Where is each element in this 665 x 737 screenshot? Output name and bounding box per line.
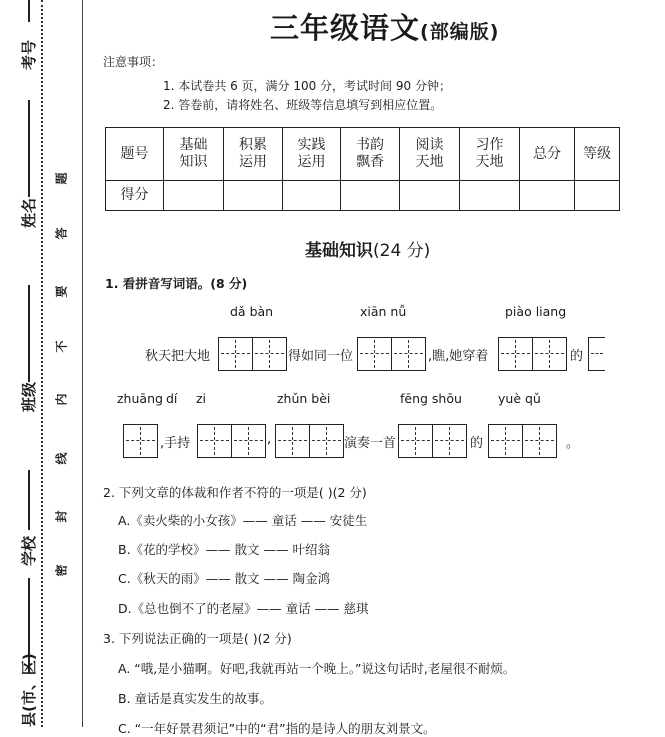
score-table-header <box>106 128 620 181</box>
option-a: A. “哦,是小猫啊。好吧,我就再站一个晚上。”说这句话时,老屋很不耐烦。 <box>118 661 516 676</box>
header-text: 积累运用 <box>239 137 267 170</box>
question-3-stem: 3. 下列说法正确的一项是( )(2 分) <box>103 631 292 646</box>
sentence-text: ,手持 <box>160 436 191 451</box>
header-text: 习作天地 <box>475 137 504 170</box>
tianzige-answer-box[interactable] <box>398 424 467 458</box>
sentence-text: 得如同一位 <box>288 349 354 364</box>
pinyin: zhǔn bèi <box>277 391 331 406</box>
header-text: 等级 <box>583 145 611 162</box>
pinyin: yuè qǔ <box>498 391 541 406</box>
header-text: 基础知识 <box>179 137 208 170</box>
tianzige-answer-box[interactable] <box>588 337 605 371</box>
sentence-text: 演奏一首 <box>344 436 397 451</box>
header-text: 实践运用 <box>297 137 326 170</box>
seal-dotted-line <box>41 0 43 727</box>
name-label: 姓名 <box>20 197 38 228</box>
tianzige-answer-box[interactable] <box>357 337 426 371</box>
question-1-stem: 1. 看拼音写词语。(8 分) <box>105 276 248 291</box>
seal-char: 内 <box>54 393 69 406</box>
sentence-text: 秋天把大地 <box>145 349 211 364</box>
school-label: 学校 <box>20 535 38 566</box>
score-cell[interactable] <box>575 181 620 211</box>
score-table <box>105 127 650 211</box>
sentence-text: 的 <box>470 436 484 451</box>
score-table-row <box>106 181 620 211</box>
sentence-text: ,瞧,她穿着 <box>428 349 489 364</box>
option-c: C.《秋天的雨》—— 散文 —— 陶金鸿 <box>118 571 331 586</box>
name-field[interactable] <box>28 285 30 382</box>
option-b: B.《花的学校》—— 散文 —— 叶绍翁 <box>118 542 330 557</box>
tianzige-answer-box[interactable] <box>498 337 567 371</box>
exam-number-field[interactable] <box>28 100 30 197</box>
header-text: 总分 <box>533 145 561 162</box>
header-text: 题号 <box>120 145 149 162</box>
option-a: A.《卖火柴的小女孩》—— 童话 —— 安徒生 <box>118 513 368 528</box>
field-line <box>28 0 30 22</box>
header-text: 阅读天地 <box>415 137 444 170</box>
seal-char: 封 <box>54 510 69 523</box>
table-header-cell <box>520 128 575 181</box>
tianzige-answer-box[interactable] <box>197 424 266 458</box>
pinyin: zhuāng <box>117 391 163 406</box>
county-label: 县(市、区) <box>20 653 38 727</box>
pinyin: xiān nǚ <box>360 304 407 319</box>
section-title: 基础知识(24 分) <box>305 241 431 261</box>
note-item: 2. 答卷前，请将姓名、班级等信息填写到相应位置。 <box>163 98 443 112</box>
score-cell[interactable] <box>283 181 341 211</box>
score-cell[interactable] <box>164 181 224 211</box>
seal-char: 题 <box>54 172 69 185</box>
sentence-text: 的 <box>570 349 584 364</box>
seal-char: 密 <box>54 564 69 577</box>
tianzige-answer-box[interactable] <box>488 424 557 458</box>
class-label: 班级 <box>20 381 38 412</box>
table-header-cell <box>283 128 341 181</box>
score-cell[interactable] <box>460 181 520 211</box>
note-item: 1. 本试卷共 6 页，满分 100 分，考试时间 90 分钟； <box>163 79 451 93</box>
tianzige-answer-box[interactable] <box>275 424 344 458</box>
pinyin: dí <box>166 391 178 406</box>
table-header-cell <box>224 128 283 181</box>
seal-char: 答 <box>54 227 69 240</box>
tianzige-answer-box[interactable] <box>218 337 287 371</box>
option-d: D.《总也倒不了的老屋》—— 童话 —— 慈琪 <box>118 601 369 616</box>
seal-char: 要 <box>54 285 69 298</box>
pinyin: fēng shōu <box>400 391 462 406</box>
notes-heading: 注意事项： <box>103 55 164 69</box>
table-header-cell <box>341 128 400 181</box>
option-b: B. 童话是真实发生的故事。 <box>118 691 273 706</box>
score-cell[interactable] <box>520 181 575 211</box>
page-title: 三年级语文(部编版) <box>270 11 500 45</box>
pinyin: dǎ bàn <box>230 304 274 319</box>
seal-char: 线 <box>54 452 69 465</box>
tianzige-answer-box[interactable] <box>123 424 158 458</box>
score-cell[interactable] <box>341 181 400 211</box>
header-text: 书韵飘香 <box>356 137 384 170</box>
table-header-cell <box>400 128 460 181</box>
option-c: C. “一年好景君须记”中的“君”指的是诗人的朋友刘景文。 <box>118 721 436 736</box>
score-cell[interactable] <box>224 181 283 211</box>
pinyin: piào liang <box>505 304 567 319</box>
exam-number-label: 考号 <box>20 39 38 70</box>
margin-border <box>82 0 83 727</box>
class-field[interactable] <box>28 470 30 530</box>
seal-char: 不 <box>54 340 69 353</box>
sentence-text: 。 <box>566 436 580 451</box>
score-cell[interactable] <box>400 181 460 211</box>
table-header-cell <box>106 128 164 181</box>
question-2-stem: 2. 下列文章的体裁和作者不符的一项是( )(2 分) <box>103 485 367 500</box>
table-header-cell <box>575 128 620 181</box>
row-label: 得分 <box>106 181 164 211</box>
table-header-cell <box>164 128 224 181</box>
pinyin: zi <box>196 391 207 406</box>
sentence-text: , <box>267 432 272 447</box>
table-header-cell <box>460 128 520 181</box>
